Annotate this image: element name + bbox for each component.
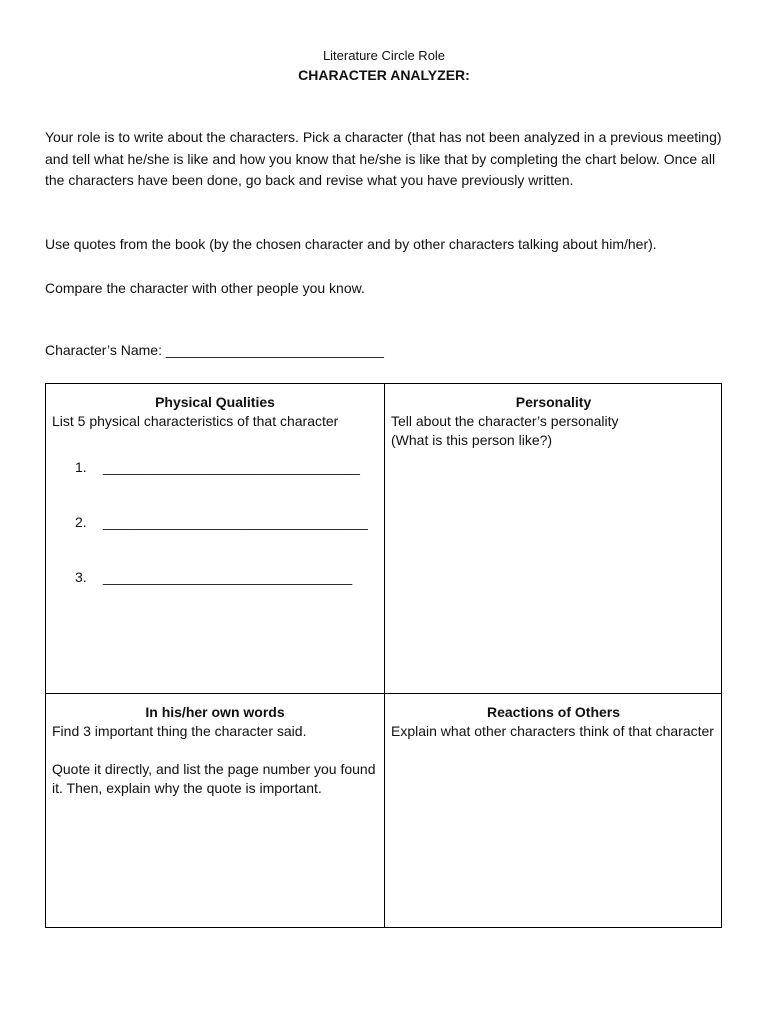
physical-qualities-list (52, 458, 378, 623)
character-name-label: Character’s Name: (45, 342, 162, 358)
own-words-prompt: Find 3 important thing the character said. (52, 723, 307, 739)
physical-qualities-heading: Physical Qualities (155, 394, 275, 410)
list-item-blank[interactable]: _________________________________ (103, 459, 360, 475)
list-item[interactable] (75, 568, 378, 623)
list-item-blank[interactable]: __________________________________ (103, 514, 368, 530)
instructions-paragraph-3: Compare the character with other people you know. (45, 280, 365, 296)
character-name-field[interactable] (45, 342, 545, 358)
reactions-prompt: Explain what other characters think of that character (391, 723, 714, 739)
list-item-number: 1. (75, 459, 87, 475)
character-name-blank[interactable]: ____________________________ (165, 342, 384, 358)
personality-cell[interactable] (385, 384, 722, 693)
physical-qualities-prompt: List 5 physical characteristics of that character (52, 413, 339, 429)
own-words-cell[interactable] (46, 694, 384, 928)
personality-subprompt: (What is this person like?) (391, 432, 553, 448)
physical-qualities-cell[interactable] (46, 384, 384, 693)
reactions-heading: Reactions of Others (486, 704, 621, 720)
character-chart (45, 383, 722, 928)
worksheet-subtitle: Literature Circle Role (322, 48, 446, 63)
personality-prompt: Tell about the character’s personality (391, 413, 619, 429)
list-item-blank[interactable]: ________________________________ (103, 569, 353, 585)
list-item[interactable] (75, 458, 378, 513)
own-words-instructions: Quote it directly, and list the page number you found it. Then, explain why the quote is important. (52, 761, 376, 796)
reactions-cell[interactable] (385, 694, 722, 928)
instructions-paragraph-2: Use quotes from the book (by the chosen character and by other characters talking about him/her). (45, 236, 657, 252)
list-item[interactable] (75, 513, 378, 568)
own-words-heading: In his/her own words (145, 704, 285, 720)
list-item-number: 2. (75, 514, 87, 530)
instructions-paragraph-1: Your role is to write about the characters. Pick a character (that has not been analyzed in a previous meeting) and tell what he/she is like and how you know that he/she is like that by completing the chart below. Once all the characters have been done, go back and revise what you have previously written. (45, 129, 722, 188)
personality-heading: Personality (515, 394, 592, 410)
worksheet-title: CHARACTER ANALYZER: (298, 67, 470, 83)
list-item-number: 3. (75, 569, 87, 585)
